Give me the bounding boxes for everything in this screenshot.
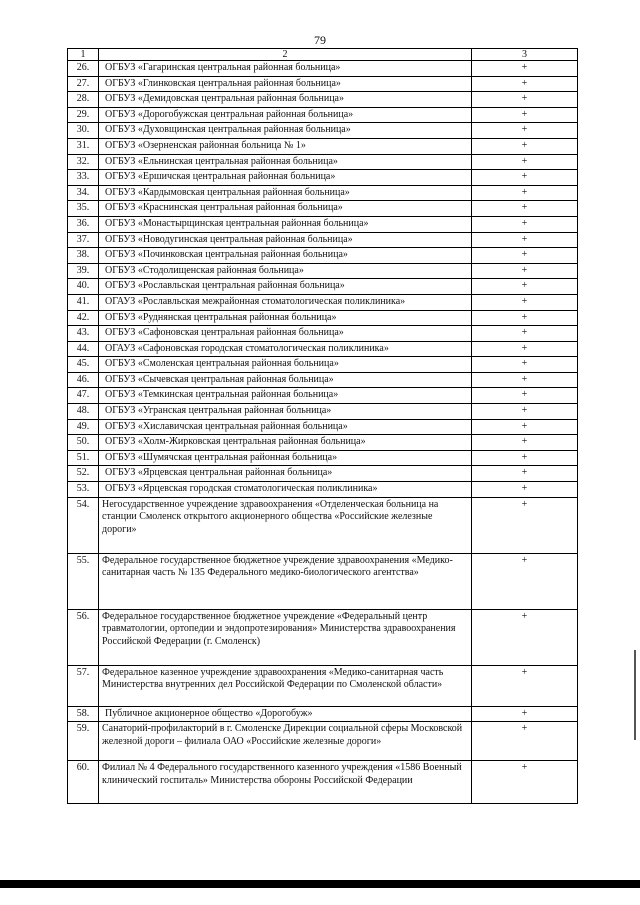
inclusion-mark: +: [472, 232, 578, 248]
inclusion-mark: +: [472, 263, 578, 279]
table-row: [68, 665, 578, 706]
organization-name: Санаторий-профилакторий в г. Смоленске Дирекции социальной сферы Московской железной дороги – филиала ОАО «Российские железные дороги»: [99, 722, 472, 761]
table-row: [68, 76, 578, 92]
inclusion-mark: +: [472, 107, 578, 123]
row-number: 48.: [68, 404, 99, 420]
organization-name: ОГАУЗ «Сафоновская городская стоматологическая поликлиника»: [99, 341, 472, 357]
inclusion-mark: +: [472, 665, 578, 706]
header-col-3: 3: [472, 49, 578, 61]
header-col-2: 2: [99, 49, 472, 61]
scan-bottom-bar: [0, 880, 640, 888]
row-number: 45.: [68, 357, 99, 373]
organization-name: ОГБУЗ «Стодолищенская районная больница»: [99, 263, 472, 279]
row-number: 33.: [68, 170, 99, 186]
organization-name: ОГБУЗ «Темкинская центральная районная больница»: [99, 388, 472, 404]
inclusion-mark: +: [472, 372, 578, 388]
inclusion-mark: +: [472, 326, 578, 342]
table-row: [68, 232, 578, 248]
row-number: 57.: [68, 665, 99, 706]
organization-name: ОГБУЗ «Озерненская районная больница № 1»: [99, 138, 472, 154]
page-number: 79: [314, 33, 326, 47]
row-number: 56.: [68, 609, 99, 665]
organization-name: ОГБУЗ «Глинковская центральная районная больница»: [99, 76, 472, 92]
row-number: 30.: [68, 123, 99, 139]
organization-name: Федеральное государственное бюджетное учреждение здравоохранения «Медико-санитарная часть № 135 Федерального медико-биологического агентства»: [99, 553, 472, 609]
table-body: [68, 49, 578, 804]
organization-name: Федеральное государственное бюджетное учреждение «Федеральный центр травматологии, ортопедии и эндопротезирования» Министерства здравоохранения Российской Федерации (г. Смоленск): [99, 609, 472, 665]
inclusion-mark: +: [472, 123, 578, 139]
table-row: [68, 248, 578, 264]
row-number: 35.: [68, 201, 99, 217]
row-number: 54.: [68, 497, 99, 553]
inclusion-mark: +: [472, 761, 578, 804]
inclusion-mark: +: [472, 388, 578, 404]
inclusion-mark: +: [472, 341, 578, 357]
inclusion-mark: +: [472, 404, 578, 420]
row-number: 26.: [68, 61, 99, 77]
inclusion-mark: +: [472, 185, 578, 201]
organization-name: ОГБУЗ «Хиславичская центральная районная больница»: [99, 419, 472, 435]
table-row: [68, 706, 578, 722]
inclusion-mark: +: [472, 450, 578, 466]
table-row: [68, 294, 578, 310]
row-number: 53.: [68, 482, 99, 498]
table-row: [68, 185, 578, 201]
table-row: [68, 123, 578, 139]
organization-name: ОГБУЗ «Монастырщинская центральная районная больница»: [99, 216, 472, 232]
row-number: 27.: [68, 76, 99, 92]
row-number: 44.: [68, 341, 99, 357]
table-row: [68, 92, 578, 108]
table-row: [68, 553, 578, 609]
table-row: [68, 154, 578, 170]
table-row: [68, 450, 578, 466]
organization-name: Филиал № 4 Федерального государственного казенного учреждения «1586 Военный клинический госпиталь» Министерства обороны Российской Федерации: [99, 761, 472, 804]
row-number: 55.: [68, 553, 99, 609]
table-row: [68, 170, 578, 186]
row-number: 28.: [68, 92, 99, 108]
table-row: [68, 357, 578, 373]
inclusion-mark: +: [472, 310, 578, 326]
table-row: [68, 216, 578, 232]
table-row: [68, 497, 578, 553]
organization-name: ОГБУЗ «Сафоновская центральная районная больница»: [99, 326, 472, 342]
row-number: 58.: [68, 706, 99, 722]
row-number: 60.: [68, 761, 99, 804]
table-row: [68, 263, 578, 279]
organization-name: ОГБУЗ «Угранская центральная районная больница»: [99, 404, 472, 420]
organization-name: Публичное акционерное общество «Дорогобуж»: [99, 706, 472, 722]
inclusion-mark: +: [472, 294, 578, 310]
inclusion-mark: +: [472, 201, 578, 217]
inclusion-mark: +: [472, 154, 578, 170]
table-row: [68, 310, 578, 326]
table-row: [68, 326, 578, 342]
row-number: 49.: [68, 419, 99, 435]
organization-name: Негосударственное учреждение здравоохранения «Отделенческая больница на станции Смоленск открытого акционерного общества «Российские железные дороги»: [99, 497, 472, 553]
organization-name: ОГБУЗ «Краснинская центральная районная больница»: [99, 201, 472, 217]
row-number: 36.: [68, 216, 99, 232]
inclusion-mark: +: [472, 76, 578, 92]
organization-name: ОГБУЗ «Дорогобужская центральная районная больница»: [99, 107, 472, 123]
table-row: [68, 419, 578, 435]
row-number: 38.: [68, 248, 99, 264]
inclusion-mark: +: [472, 497, 578, 553]
organization-name: ОГБУЗ «Ершичская центральная районная больница»: [99, 170, 472, 186]
organization-name: ОГБУЗ «Демидовская центральная районная больница»: [99, 92, 472, 108]
inclusion-mark: +: [472, 279, 578, 295]
inclusion-mark: +: [472, 466, 578, 482]
inclusion-mark: +: [472, 61, 578, 77]
organization-name: ОГБУЗ «Кардымовская центральная районная больница»: [99, 185, 472, 201]
organization-name: ОГБУЗ «Шумячская центральная районная больница»: [99, 450, 472, 466]
table-row: [68, 404, 578, 420]
inclusion-mark: +: [472, 419, 578, 435]
row-number: 34.: [68, 185, 99, 201]
table-row: [68, 609, 578, 665]
header-col-1: 1: [68, 49, 99, 61]
organization-name: ОГБУЗ «Ярцевская городская стоматологическая поликлиника»: [99, 482, 472, 498]
row-number: 32.: [68, 154, 99, 170]
row-number: 52.: [68, 466, 99, 482]
row-number: 50.: [68, 435, 99, 451]
inclusion-mark: +: [472, 170, 578, 186]
inclusion-mark: +: [472, 553, 578, 609]
table-row: [68, 372, 578, 388]
row-number: 31.: [68, 138, 99, 154]
row-number: 59.: [68, 722, 99, 761]
scan-margin-mark: [634, 650, 636, 740]
table-header-row: [68, 49, 578, 61]
inclusion-mark: +: [472, 357, 578, 373]
table-row: [68, 341, 578, 357]
row-number: 40.: [68, 279, 99, 295]
inclusion-mark: +: [472, 248, 578, 264]
organization-name: ОГБУЗ «Сычевская центральная районная больница»: [99, 372, 472, 388]
organization-name: ОГБУЗ «Духовщинская центральная районная больница»: [99, 123, 472, 139]
row-number: 46.: [68, 372, 99, 388]
inclusion-mark: +: [472, 92, 578, 108]
row-number: 51.: [68, 450, 99, 466]
table-row: [68, 722, 578, 761]
inclusion-mark: +: [472, 138, 578, 154]
organization-name: ОГБУЗ «Смоленская центральная районная больница»: [99, 357, 472, 373]
table-row: [68, 201, 578, 217]
table-row: [68, 482, 578, 498]
table-row: [68, 138, 578, 154]
organization-name: ОГБУЗ «Ельнинская центральная районная больница»: [99, 154, 472, 170]
organization-name: Федеральное казенное учреждение здравоохранения «Медико-санитарная часть Министерства внутренних дел Российской Федерации по Смоленской области»: [99, 665, 472, 706]
organization-name: ОГБУЗ «Ярцевская центральная районная больница»: [99, 466, 472, 482]
organizations-table: [67, 48, 578, 804]
row-number: 39.: [68, 263, 99, 279]
row-number: 43.: [68, 326, 99, 342]
organization-name: ОГБУЗ «Холм-Жирковская центральная районная больница»: [99, 435, 472, 451]
inclusion-mark: +: [472, 706, 578, 722]
inclusion-mark: +: [472, 216, 578, 232]
organization-name: ОГБУЗ «Починковская центральная районная больница»: [99, 248, 472, 264]
inclusion-mark: +: [472, 482, 578, 498]
inclusion-mark: +: [472, 722, 578, 761]
table-row: [68, 435, 578, 451]
table-row: [68, 388, 578, 404]
organization-name: ОГБУЗ «Гагаринская центральная районная больница»: [99, 61, 472, 77]
inclusion-mark: +: [472, 609, 578, 665]
organization-name: ОГБУЗ «Руднянская центральная районная больница»: [99, 310, 472, 326]
organization-name: ОГБУЗ «Рославльская центральная районная больница»: [99, 279, 472, 295]
row-number: 29.: [68, 107, 99, 123]
row-number: 47.: [68, 388, 99, 404]
organization-name: ОГБУЗ «Новодугинская центральная районная больница»: [99, 232, 472, 248]
table-row: [68, 107, 578, 123]
row-number: 42.: [68, 310, 99, 326]
organization-name: ОГАУЗ «Рославльская межрайонная стоматологическая поликлиника»: [99, 294, 472, 310]
row-number: 37.: [68, 232, 99, 248]
inclusion-mark: +: [472, 435, 578, 451]
table-row: [68, 761, 578, 804]
table-row: [68, 279, 578, 295]
row-number: 41.: [68, 294, 99, 310]
table-row: [68, 466, 578, 482]
table-row: [68, 61, 578, 77]
